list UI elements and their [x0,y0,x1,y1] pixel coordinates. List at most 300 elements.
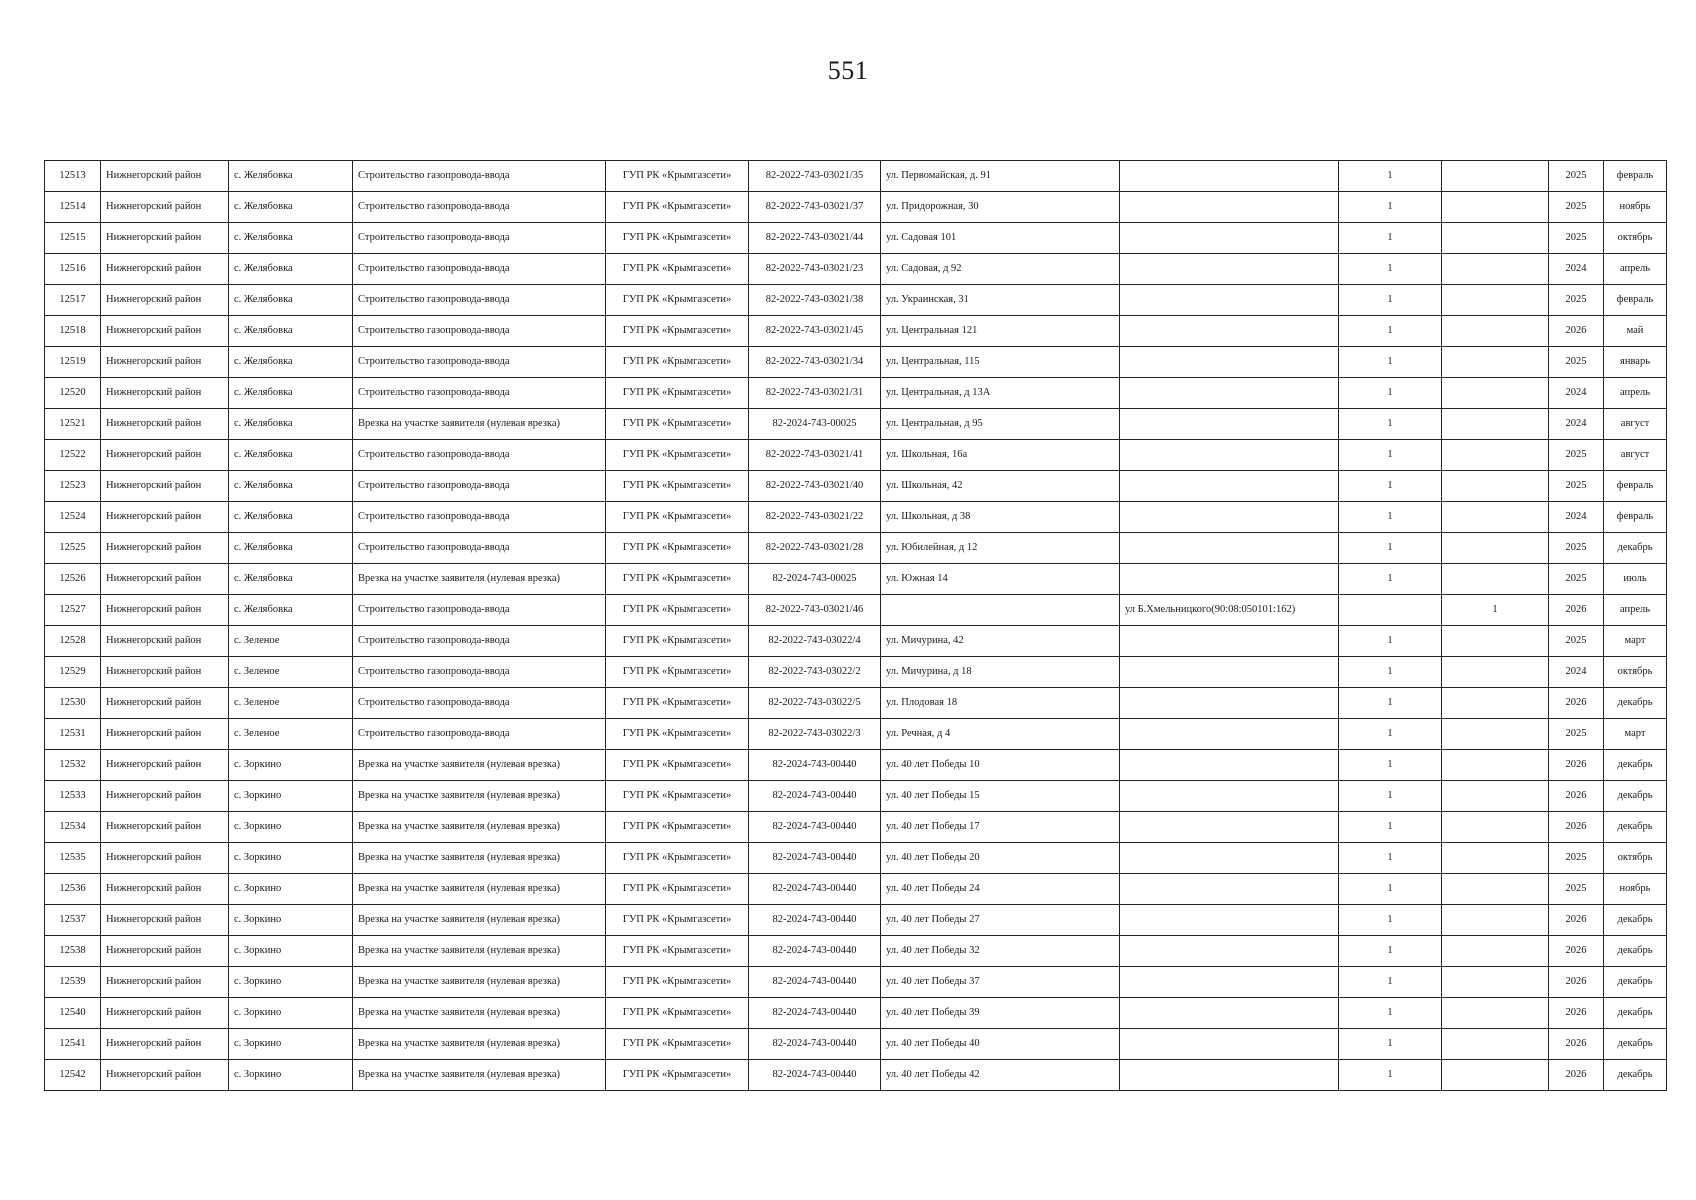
settlement-cell: с. Желябовка [229,409,353,440]
cadastral-address-cell [1120,688,1339,719]
table-row [45,564,1667,595]
quantity-alt-cell [1442,812,1549,843]
work-type-cell: Врезка на участке заявителя (нулевая врезка) [353,781,606,812]
month-cell: февраль [1604,285,1667,316]
quantity-cell: 1 [1339,874,1442,905]
project-code-cell: 82-2024-743-00440 [749,843,881,874]
address-cell: ул. 40 лет Победы 40 [881,1029,1120,1060]
settlement-cell: с. Зеленое [229,719,353,750]
district-cell: Нижнегорский район [101,316,229,347]
organization-cell: ГУП РК «Крымгазсети» [606,905,749,936]
address-cell: ул. 40 лет Победы 17 [881,812,1120,843]
row-number-cell: 12517 [45,285,101,316]
month-cell: декабрь [1604,998,1667,1029]
work-type-cell: Строительство газопровода-ввода [353,502,606,533]
year-cell: 2025 [1549,471,1604,502]
cadastral-address-cell [1120,533,1339,564]
organization-cell: ГУП РК «Крымгазсети» [606,316,749,347]
month-cell: декабрь [1604,688,1667,719]
row-number-cell: 12537 [45,905,101,936]
organization-cell: ГУП РК «Крымгазсети» [606,843,749,874]
cadastral-address-cell [1120,843,1339,874]
project-code-cell: 82-2022-743-03021/44 [749,223,881,254]
year-cell: 2025 [1549,626,1604,657]
project-code-cell: 82-2022-743-03021/40 [749,471,881,502]
settlement-cell: с. Желябовка [229,471,353,502]
district-cell: Нижнегорский район [101,192,229,223]
row-number-cell: 12528 [45,626,101,657]
cadastral-address-cell [1120,378,1339,409]
month-cell: декабрь [1604,967,1667,998]
district-cell: Нижнегорский район [101,223,229,254]
year-cell: 2026 [1549,936,1604,967]
month-cell: декабрь [1604,812,1667,843]
district-cell: Нижнегорский район [101,781,229,812]
month-cell: июль [1604,564,1667,595]
work-type-cell: Строительство газопровода-ввода [353,316,606,347]
cadastral-address-cell [1120,347,1339,378]
row-number-cell: 12515 [45,223,101,254]
organization-cell: ГУП РК «Крымгазсети» [606,378,749,409]
month-cell: апрель [1604,254,1667,285]
year-cell: 2026 [1549,750,1604,781]
organization-cell: ГУП РК «Крымгазсети» [606,347,749,378]
district-cell: Нижнегорский район [101,905,229,936]
quantity-cell: 1 [1339,1060,1442,1091]
table-row [45,316,1667,347]
row-number-cell: 12542 [45,1060,101,1091]
quantity-cell: 1 [1339,936,1442,967]
project-code-cell: 82-2024-743-00440 [749,936,881,967]
year-cell: 2026 [1549,1060,1604,1091]
quantity-cell: 1 [1339,626,1442,657]
quantity-cell: 1 [1339,781,1442,812]
work-type-cell: Строительство газопровода-ввода [353,161,606,192]
row-number-cell: 12535 [45,843,101,874]
project-code-cell: 82-2022-743-03022/5 [749,688,881,719]
district-cell: Нижнегорский район [101,874,229,905]
month-cell: декабрь [1604,1060,1667,1091]
address-cell: ул. Плодовая 18 [881,688,1120,719]
quantity-cell: 1 [1339,533,1442,564]
work-type-cell: Строительство газопровода-ввода [353,626,606,657]
settlement-cell: с. Желябовка [229,254,353,285]
row-number-cell: 12524 [45,502,101,533]
year-cell: 2026 [1549,905,1604,936]
month-cell: апрель [1604,378,1667,409]
quantity-alt-cell [1442,440,1549,471]
cadastral-address-cell [1120,626,1339,657]
year-cell: 2025 [1549,347,1604,378]
month-cell: декабрь [1604,781,1667,812]
quantity-cell: 1 [1339,347,1442,378]
project-code-cell: 82-2024-743-00440 [749,781,881,812]
row-number-cell: 12538 [45,936,101,967]
settlement-cell: с. Зоркино [229,874,353,905]
quantity-alt-cell [1442,1060,1549,1091]
address-cell: ул. 40 лет Победы 42 [881,1060,1120,1091]
cadastral-address-cell [1120,657,1339,688]
table-row [45,378,1667,409]
project-code-cell: 82-2024-743-00440 [749,967,881,998]
cadastral-address-cell [1120,471,1339,502]
work-type-cell: Врезка на участке заявителя (нулевая врезка) [353,812,606,843]
organization-cell: ГУП РК «Крымгазсети» [606,626,749,657]
project-code-cell: 82-2024-743-00025 [749,564,881,595]
address-cell: ул. Садовая 101 [881,223,1120,254]
quantity-cell: 1 [1339,161,1442,192]
district-cell: Нижнегорский район [101,1060,229,1091]
quantity-alt-cell [1442,750,1549,781]
work-type-cell: Врезка на участке заявителя (нулевая врезка) [353,874,606,905]
page-number: 551 [827,56,869,85]
project-code-cell: 82-2024-743-00025 [749,409,881,440]
settlement-cell: с. Желябовка [229,192,353,223]
quantity-alt-cell [1442,347,1549,378]
address-cell: ул. 40 лет Победы 10 [881,750,1120,781]
project-code-cell: 82-2022-743-03022/3 [749,719,881,750]
cadastral-address-cell [1120,812,1339,843]
row-number-cell: 12518 [45,316,101,347]
row-number-cell: 12533 [45,781,101,812]
row-number-cell: 12540 [45,998,101,1029]
work-type-cell: Строительство газопровода-ввода [353,192,606,223]
quantity-alt-cell [1442,843,1549,874]
month-cell: январь [1604,347,1667,378]
work-type-cell: Строительство газопровода-ввода [353,595,606,626]
project-code-cell: 82-2022-743-03021/31 [749,378,881,409]
work-type-cell: Врезка на участке заявителя (нулевая врезка) [353,998,606,1029]
quantity-alt-cell [1442,719,1549,750]
settlement-cell: с. Зоркино [229,1029,353,1060]
year-cell: 2025 [1549,440,1604,471]
year-cell: 2024 [1549,254,1604,285]
year-cell: 2026 [1549,316,1604,347]
month-cell: декабрь [1604,1029,1667,1060]
table-row [45,719,1667,750]
quantity-alt-cell [1442,223,1549,254]
district-cell: Нижнегорский район [101,502,229,533]
settlement-cell: с. Желябовка [229,223,353,254]
district-cell: Нижнегорский район [101,812,229,843]
settlement-cell: с. Зеленое [229,688,353,719]
address-cell: ул. 40 лет Победы 20 [881,843,1120,874]
address-cell: ул. Садовая, д 92 [881,254,1120,285]
address-cell [881,595,1120,626]
address-cell: ул. Южная 14 [881,564,1120,595]
quantity-alt-cell [1442,161,1549,192]
settlement-cell: с. Зоркино [229,905,353,936]
table-row [45,905,1667,936]
address-cell: ул. 40 лет Победы 27 [881,905,1120,936]
quantity-alt-cell [1442,192,1549,223]
quantity-alt-cell [1442,967,1549,998]
organization-cell: ГУП РК «Крымгазсети» [606,192,749,223]
row-number-cell: 12523 [45,471,101,502]
organization-cell: ГУП РК «Крымгазсети» [606,936,749,967]
year-cell: 2024 [1549,409,1604,440]
table-row [45,254,1667,285]
row-number-cell: 12522 [45,440,101,471]
row-number-cell: 12521 [45,409,101,440]
district-cell: Нижнегорский район [101,471,229,502]
quantity-alt-cell [1442,316,1549,347]
table-row [45,1060,1667,1091]
table-row [45,595,1667,626]
quantity-alt-cell [1442,254,1549,285]
quantity-cell: 1 [1339,223,1442,254]
quantity-cell: 1 [1339,750,1442,781]
district-cell: Нижнегорский район [101,750,229,781]
row-number-cell: 12531 [45,719,101,750]
organization-cell: ГУП РК «Крымгазсети» [606,750,749,781]
quantity-cell: 1 [1339,1029,1442,1060]
work-type-cell: Строительство газопровода-ввода [353,440,606,471]
quantity-cell: 1 [1339,998,1442,1029]
address-cell: ул. Первомайская, д. 91 [881,161,1120,192]
settlement-cell: с. Желябовка [229,161,353,192]
district-cell: Нижнегорский район [101,657,229,688]
table-row [45,626,1667,657]
table-row [45,409,1667,440]
project-code-cell: 82-2024-743-00440 [749,1029,881,1060]
quantity-cell: 1 [1339,812,1442,843]
address-cell: ул. Юбилейная, д 12 [881,533,1120,564]
settlement-cell: с. Зоркино [229,843,353,874]
year-cell: 2026 [1549,595,1604,626]
settlement-cell: с. Желябовка [229,316,353,347]
organization-cell: ГУП РК «Крымгазсети» [606,595,749,626]
district-cell: Нижнегорский район [101,440,229,471]
organization-cell: ГУП РК «Крымгазсети» [606,967,749,998]
table-row [45,998,1667,1029]
quantity-cell: 1 [1339,905,1442,936]
cadastral-address-cell [1120,285,1339,316]
project-code-cell: 82-2022-743-03021/37 [749,192,881,223]
settlement-cell: с. Желябовка [229,564,353,595]
row-number-cell: 12516 [45,254,101,285]
quantity-alt-cell [1442,905,1549,936]
district-cell: Нижнегорский район [101,533,229,564]
row-number-cell: 12520 [45,378,101,409]
project-code-cell: 82-2024-743-00440 [749,998,881,1029]
year-cell: 2025 [1549,161,1604,192]
organization-cell: ГУП РК «Крымгазсети» [606,657,749,688]
organization-cell: ГУП РК «Крымгазсети» [606,285,749,316]
cadastral-address-cell [1120,316,1339,347]
year-cell: 2025 [1549,564,1604,595]
project-code-cell: 82-2024-743-00440 [749,905,881,936]
year-cell: 2024 [1549,378,1604,409]
work-type-cell: Строительство газопровода-ввода [353,471,606,502]
year-cell: 2025 [1549,719,1604,750]
cadastral-address-cell [1120,1029,1339,1060]
month-cell: октябрь [1604,223,1667,254]
settlement-cell: с. Зоркино [229,967,353,998]
quantity-cell: 1 [1339,502,1442,533]
district-cell: Нижнегорский район [101,161,229,192]
quantity-alt-cell [1442,564,1549,595]
year-cell: 2025 [1549,285,1604,316]
work-type-cell: Строительство газопровода-ввода [353,688,606,719]
cadastral-address-cell [1120,409,1339,440]
address-cell: ул. 40 лет Победы 32 [881,936,1120,967]
project-code-cell: 82-2022-743-03021/23 [749,254,881,285]
cadastral-address-cell [1120,936,1339,967]
table-row [45,781,1667,812]
cadastral-address-cell [1120,781,1339,812]
district-cell: Нижнегорский район [101,409,229,440]
settlement-cell: с. Желябовка [229,595,353,626]
organization-cell: ГУП РК «Крымгазсети» [606,1029,749,1060]
quantity-alt-cell [1442,936,1549,967]
row-number-cell: 12534 [45,812,101,843]
settlement-cell: с. Желябовка [229,533,353,564]
row-number-cell: 12529 [45,657,101,688]
month-cell: декабрь [1604,750,1667,781]
cadastral-address-cell [1120,905,1339,936]
month-cell: февраль [1604,502,1667,533]
project-code-cell: 82-2022-743-03021/35 [749,161,881,192]
year-cell: 2025 [1549,192,1604,223]
project-code-cell: 82-2022-743-03021/41 [749,440,881,471]
gasification-registry-table [44,160,1667,1091]
district-cell: Нижнегорский район [101,285,229,316]
address-cell: ул. 40 лет Победы 39 [881,998,1120,1029]
settlement-cell: с. Зеленое [229,626,353,657]
quantity-cell: 1 [1339,471,1442,502]
settlement-cell: с. Желябовка [229,285,353,316]
quantity-cell: 1 [1339,409,1442,440]
work-type-cell: Строительство газопровода-ввода [353,657,606,688]
work-type-cell: Строительство газопровода-ввода [353,533,606,564]
quantity-cell: 1 [1339,657,1442,688]
project-code-cell: 82-2024-743-00440 [749,874,881,905]
year-cell: 2026 [1549,688,1604,719]
table-row [45,533,1667,564]
project-code-cell: 82-2022-743-03022/2 [749,657,881,688]
settlement-cell: с. Зоркино [229,998,353,1029]
address-cell: ул. 40 лет Победы 15 [881,781,1120,812]
quantity-cell: 1 [1339,719,1442,750]
year-cell: 2026 [1549,781,1604,812]
organization-cell: ГУП РК «Крымгазсети» [606,161,749,192]
quantity-alt-cell [1442,688,1549,719]
address-cell: ул. Мичурина, д 18 [881,657,1120,688]
year-cell: 2026 [1549,967,1604,998]
settlement-cell: с. Желябовка [229,440,353,471]
organization-cell: ГУП РК «Крымгазсети» [606,812,749,843]
organization-cell: ГУП РК «Крымгазсети» [606,440,749,471]
month-cell: май [1604,316,1667,347]
quantity-alt-cell: 1 [1442,595,1549,626]
work-type-cell: Строительство газопровода-ввода [353,285,606,316]
settlement-cell: с. Желябовка [229,502,353,533]
work-type-cell: Врезка на участке заявителя (нулевая врезка) [353,936,606,967]
project-code-cell: 82-2024-743-00440 [749,812,881,843]
work-type-cell: Врезка на участке заявителя (нулевая врезка) [353,967,606,998]
month-cell: март [1604,719,1667,750]
row-number-cell: 12513 [45,161,101,192]
row-number-cell: 12519 [45,347,101,378]
table-row [45,688,1667,719]
project-code-cell: 82-2022-743-03022/4 [749,626,881,657]
work-type-cell: Строительство газопровода-ввода [353,223,606,254]
quantity-alt-cell [1442,1029,1549,1060]
address-cell: ул. Мичурина, 42 [881,626,1120,657]
work-type-cell: Строительство газопровода-ввода [353,719,606,750]
year-cell: 2026 [1549,812,1604,843]
address-cell: ул. Украинская, 31 [881,285,1120,316]
organization-cell: ГУП РК «Крымгазсети» [606,409,749,440]
year-cell: 2024 [1549,502,1604,533]
table-row [45,285,1667,316]
organization-cell: ГУП РК «Крымгазсети» [606,471,749,502]
year-cell: 2025 [1549,843,1604,874]
quantity-alt-cell [1442,657,1549,688]
row-number-cell: 12526 [45,564,101,595]
quantity-cell: 1 [1339,254,1442,285]
quantity-alt-cell [1442,502,1549,533]
quantity-cell: 1 [1339,378,1442,409]
table-row [45,936,1667,967]
cadastral-address-cell [1120,998,1339,1029]
table-row [45,440,1667,471]
project-code-cell: 82-2022-743-03021/22 [749,502,881,533]
address-cell: ул. 40 лет Победы 24 [881,874,1120,905]
quantity-alt-cell [1442,626,1549,657]
district-cell: Нижнегорский район [101,843,229,874]
organization-cell: ГУП РК «Крымгазсети» [606,781,749,812]
address-cell: ул. Центральная, 115 [881,347,1120,378]
quantity-cell: 1 [1339,564,1442,595]
address-cell: ул. Школьная, 42 [881,471,1120,502]
month-cell: февраль [1604,471,1667,502]
table-row [45,471,1667,502]
quantity-alt-cell [1442,998,1549,1029]
row-number-cell: 12514 [45,192,101,223]
quantity-alt-cell [1442,285,1549,316]
project-code-cell: 82-2022-743-03021/46 [749,595,881,626]
month-cell: август [1604,409,1667,440]
project-code-cell: 82-2022-743-03021/45 [749,316,881,347]
address-cell: ул. Школьная, 16а [881,440,1120,471]
quantity-cell: 1 [1339,688,1442,719]
table-row [45,843,1667,874]
district-cell: Нижнегорский район [101,254,229,285]
district-cell: Нижнегорский район [101,998,229,1029]
cadastral-address-cell: ул Б.Хмельницкого(90:08:050101:162) [1120,595,1339,626]
settlement-cell: с. Зоркино [229,812,353,843]
year-cell: 2024 [1549,657,1604,688]
cadastral-address-cell [1120,223,1339,254]
row-number-cell: 12541 [45,1029,101,1060]
quantity-cell [1339,595,1442,626]
row-number-cell: 12530 [45,688,101,719]
month-cell: ноябрь [1604,192,1667,223]
organization-cell: ГУП РК «Крымгазсети» [606,998,749,1029]
month-cell: март [1604,626,1667,657]
work-type-cell: Врезка на участке заявителя (нулевая врезка) [353,843,606,874]
cadastral-address-cell [1120,502,1339,533]
row-number-cell: 12536 [45,874,101,905]
address-cell: ул. 40 лет Победы 37 [881,967,1120,998]
year-cell: 2026 [1549,1029,1604,1060]
organization-cell: ГУП РК «Крымгазсети» [606,502,749,533]
table-row [45,347,1667,378]
year-cell: 2025 [1549,223,1604,254]
month-cell: февраль [1604,161,1667,192]
